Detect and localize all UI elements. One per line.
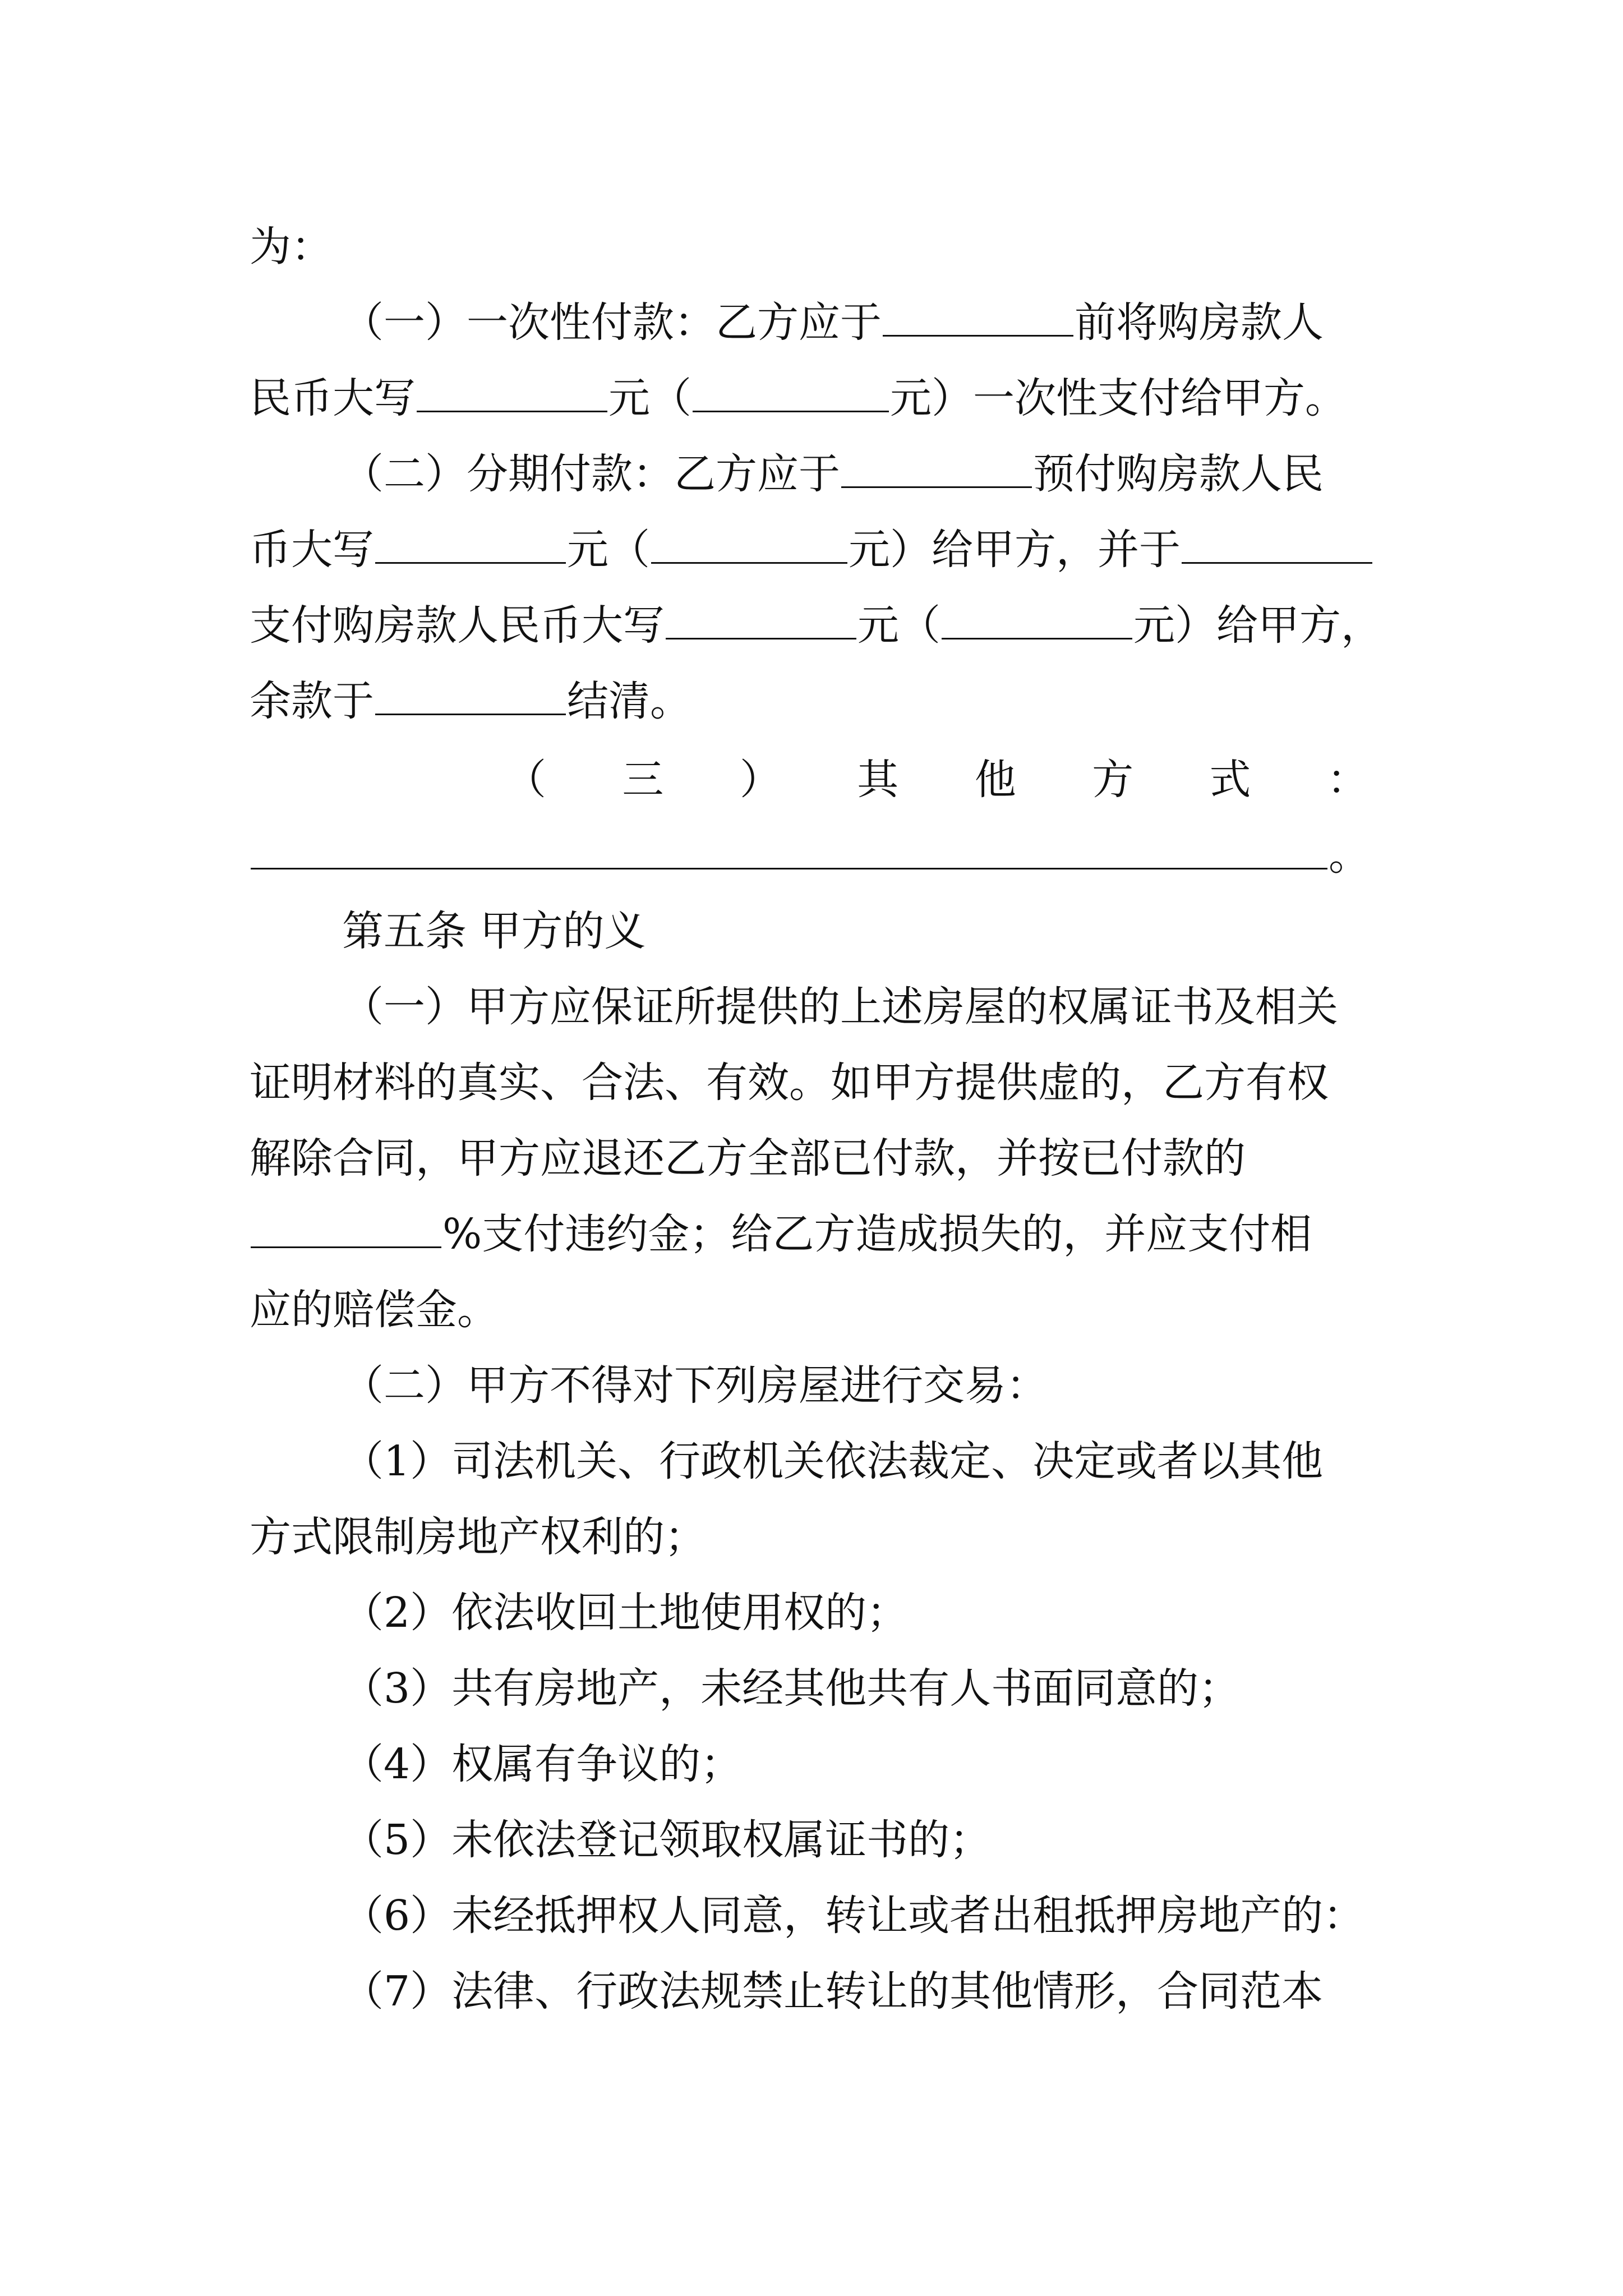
line-text: %支付违约金；给乙方造成损失的，并应支付相 <box>442 1210 1312 1258</box>
fill-blank-amount-words[interactable] <box>666 599 856 639</box>
article-heading <box>342 903 646 959</box>
text-line-1 <box>250 219 333 275</box>
line-text: （5）未依法登记领取权属证书的； <box>342 1816 992 1864</box>
line-char: 他 <box>974 756 1016 804</box>
line-text: （6）未经抵押权人同意，转让或者出租抵押房地产的： <box>342 1892 1365 1940</box>
line-text: （2）依法收回土地使用权的； <box>342 1589 909 1637</box>
line-text: 为： <box>250 223 333 271</box>
text-line-24 <box>342 1963 1323 2019</box>
line-text: 应的赔偿金。 <box>250 1286 499 1334</box>
line-char: 其 <box>857 756 899 804</box>
fill-blank-date[interactable] <box>841 447 1032 488</box>
fill-blank-amount-words[interactable] <box>417 371 607 412</box>
line-text: 前将购房款人 <box>1075 298 1324 347</box>
fill-blank-other-method[interactable] <box>251 829 1327 869</box>
text-line-18 <box>250 1509 706 1565</box>
line-text: （4）权属有争议的； <box>342 1740 743 1788</box>
line-text: 结清。 <box>567 677 691 725</box>
text-line-3 <box>250 370 1347 426</box>
text-line-14 <box>250 1206 1312 1262</box>
line-text: （一）甲方应保证所提供的上述房屋的权属证书及相关 <box>342 983 1338 1031</box>
text-line-11 <box>342 979 1338 1035</box>
text-line-9 <box>250 827 1370 884</box>
text-line-20 <box>342 1660 1240 1717</box>
line-text: 证明材料的真实、合法、有效。如甲方提供虚的，乙方有权 <box>250 1059 1329 1107</box>
line-char: 式 <box>1209 756 1251 804</box>
fill-blank-amount-digits[interactable] <box>651 523 847 564</box>
line-text: 币大写 <box>250 526 374 574</box>
text-line-7 <box>250 673 691 729</box>
text-line-23 <box>342 1888 1364 1944</box>
fill-blank-amount-words[interactable] <box>375 523 566 564</box>
text-line-4 <box>342 446 1324 502</box>
line-text: （7）法律、行政法规禁止转让的其他情形，合同范本 <box>342 1967 1324 2016</box>
text-line-2 <box>342 295 1324 351</box>
line-text: 元）给甲方， <box>1133 601 1382 650</box>
line-char: （ <box>505 756 546 804</box>
line-text: 解除合同，甲方应退还乙方全部已付款，并按已付款的 <box>250 1134 1246 1182</box>
line-text: 元（ <box>567 526 650 574</box>
line-text: 余款于 <box>250 677 374 725</box>
text-line-12 <box>250 1055 1329 1111</box>
line-text: （1）司法机关、行政机关依法裁定、决定或者以其他 <box>342 1437 1324 1485</box>
text-line-6 <box>250 597 1382 654</box>
line-text: （二）甲方不得对下列房屋进行交易： <box>342 1361 1048 1410</box>
fill-blank-date[interactable] <box>375 674 566 715</box>
text-line-13 <box>250 1130 1246 1186</box>
line-text: 元）给甲方，并于 <box>849 526 1181 574</box>
text-line-15 <box>250 1282 499 1338</box>
fill-blank-date[interactable] <box>883 296 1073 337</box>
text-line-5 <box>250 522 1373 578</box>
line-text: 元（ <box>857 601 940 650</box>
line-text: 支付购房款人民币大写 <box>250 601 665 650</box>
text-line-17 <box>342 1433 1323 1489</box>
line-char: 三 <box>622 756 664 804</box>
line-text: （二）分期付款：乙方应于 <box>342 450 840 498</box>
line-text: 。 <box>1329 831 1370 880</box>
line-char: ） <box>739 756 781 804</box>
line-text: 方式限制房地产权利的； <box>250 1513 706 1561</box>
text-line-19 <box>342 1585 908 1641</box>
text-line-8 <box>505 752 1368 808</box>
line-text: （3）共有房地产，未经其他共有人书面同意的； <box>342 1664 1241 1713</box>
line-text: 第五条 甲方的义 <box>342 907 646 955</box>
line-char: 方 <box>1092 756 1134 804</box>
line-text: 元（ <box>608 374 691 422</box>
fill-blank-amount-digits[interactable] <box>942 599 1132 639</box>
text-line-22 <box>342 1812 991 1868</box>
text-line-21 <box>342 1736 742 1792</box>
line-text: 预付购房款人民 <box>1033 450 1324 498</box>
line-text: 民币大写 <box>250 374 416 422</box>
text-line-16 <box>342 1358 1048 1414</box>
fill-blank-amount-digits[interactable] <box>693 371 889 412</box>
fill-blank-percent[interactable] <box>251 1207 441 1248</box>
line-text: （一）一次性付款：乙方应于 <box>342 298 882 347</box>
line-text: 元）一次性支付给甲方。 <box>890 374 1347 422</box>
fill-blank-date[interactable] <box>1182 523 1372 564</box>
line-char: ： <box>1326 756 1368 804</box>
